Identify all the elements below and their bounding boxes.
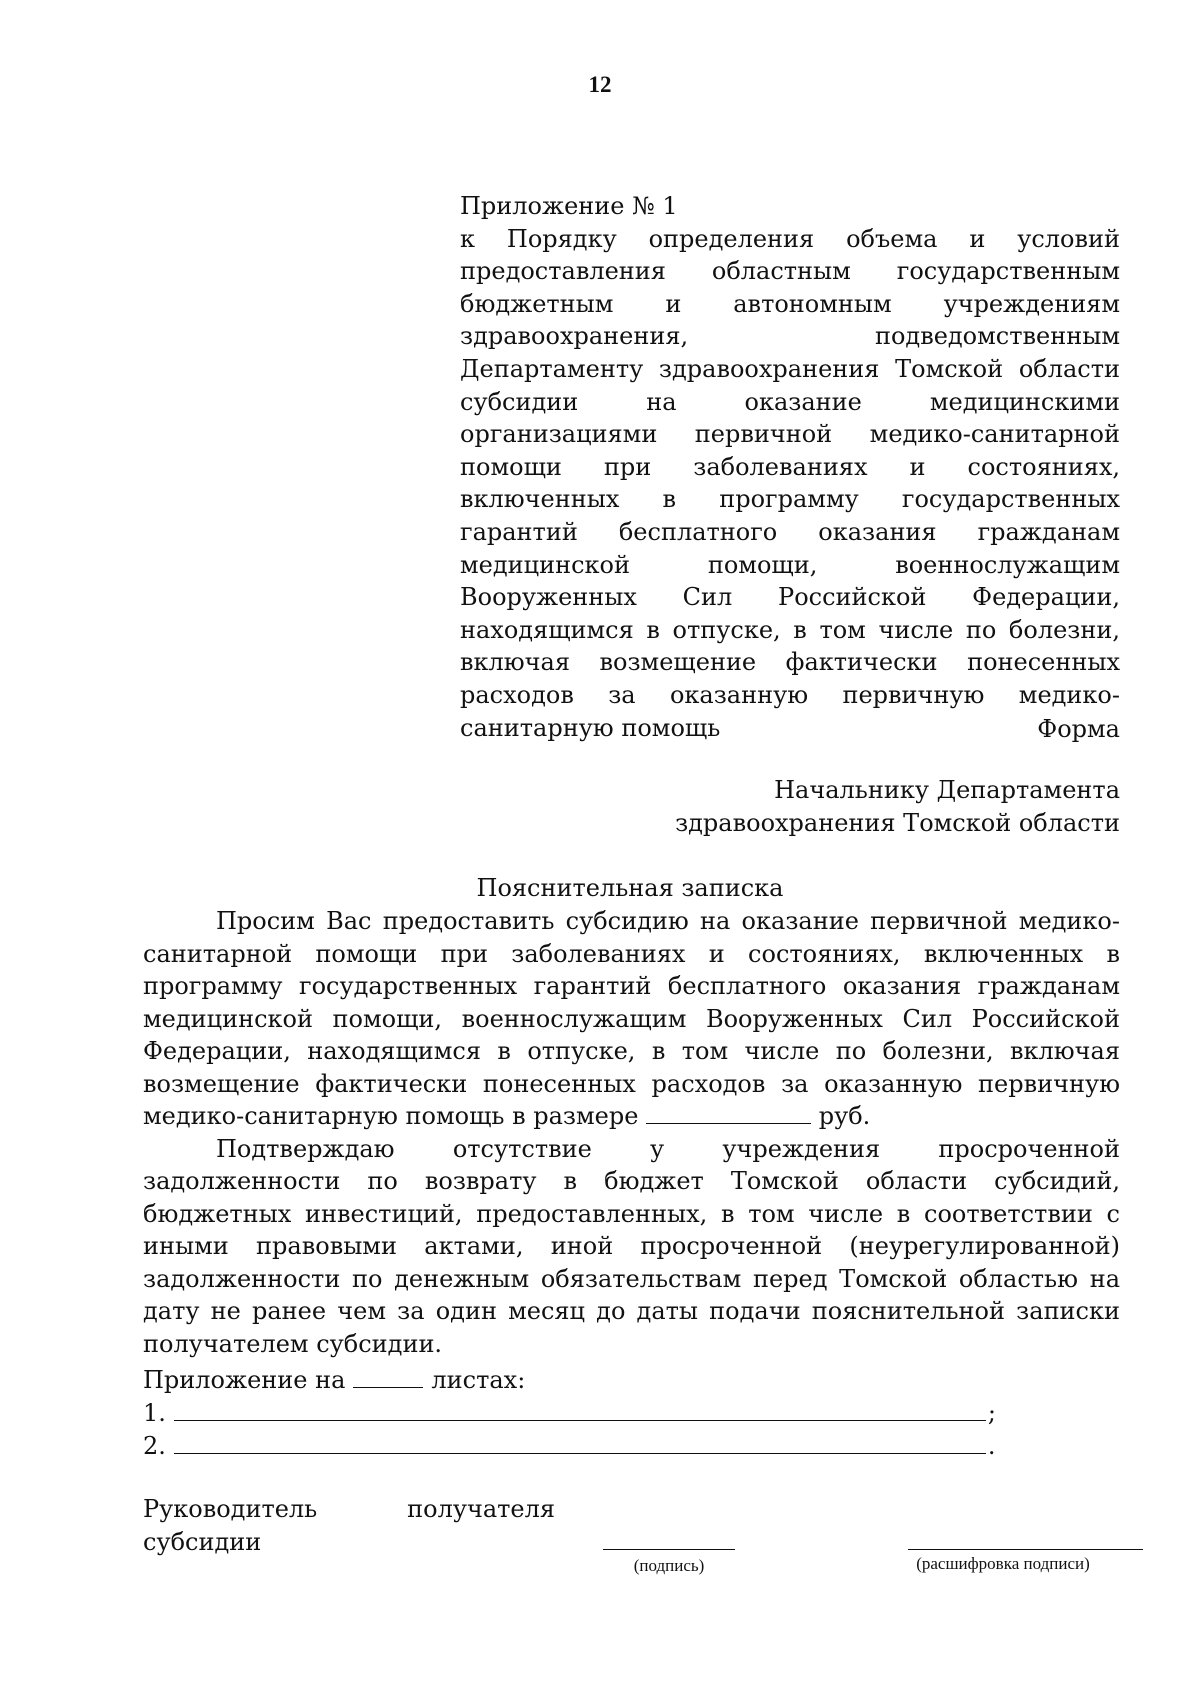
attachment-item-2-number: 2. (143, 1432, 166, 1460)
attachment-item-1 (143, 1397, 1043, 1430)
attachment-item-1-end: ; (987, 1399, 996, 1427)
addressee-line-2: здравоохранения Томской области (675, 809, 1120, 837)
paragraph-request (143, 905, 1120, 1133)
attachments-header (143, 1364, 1043, 1397)
name-decode-line[interactable] (908, 1548, 1143, 1550)
note-body (143, 905, 1120, 1360)
signature-line[interactable] (603, 1548, 735, 1550)
note-title: Пояснительная записка (476, 874, 784, 902)
role-word-1: Руководитель (143, 1495, 318, 1523)
annex-text: к Порядку определения объема и условий предоставления областным государственным бюджетным и автономным учреждениям здравоохранения, подведомственным Департаменту здравоохранения Томской области субсидии на оказание медицинскими организациями первичной медико-санитарной помощи при заболеваниях и состояниях, включенных в программу государственных гарантий бесплатного оказания гражданам медицинской помощи, военнослужащим Вооруженных Сил Российской Федерации, находящимся в отпуске, в том числе по болезни, включая возмещение фактически понесенных расходов за оказанную первичную медико-санитарную помощь (460, 224, 1120, 742)
sheets-count-blank[interactable] (353, 1386, 423, 1388)
attachment-item-1-blank[interactable] (174, 1419, 986, 1421)
signatory-role-line-1 (143, 1493, 555, 1526)
page-number: 12 (588, 72, 612, 97)
attachments (143, 1364, 1043, 1463)
paragraph-confirmation: Подтверждаю отсутствие у учреждения просроченной задолженности по возврату в бюджет Томской области субсидий, бюджетных инвестиций, предоставленных, в том числе в соответствии с иными правовыми актами, иной просроченной (неурегулированной) задолженности по денежным обязательствам перед Томской областью на дату не ранее чем за один месяц до даты подачи пояснительной записки получателем субсидии. (143, 1134, 1120, 1358)
signature-caption: (подпись) (633, 1556, 705, 1575)
currency-label: руб. (818, 1102, 871, 1130)
attachment-item-2-end: . (987, 1432, 996, 1460)
role-word-2: получателя (407, 1495, 555, 1523)
addressee (675, 774, 1120, 840)
amount-blank[interactable] (646, 1122, 811, 1124)
annex-title: Приложение № 1 (460, 192, 678, 220)
name-decode-caption: (расшифровка подписи) (916, 1554, 1090, 1573)
attachments-suffix: листах: (431, 1366, 526, 1394)
signatory-role (143, 1493, 583, 1559)
attachment-item-2-blank[interactable] (174, 1452, 986, 1454)
paragraph-request-text: Просим Вас предоставить субсидию на оказание первичной медико-санитарной помощи при заболеваниях и состояниях, включенных в программу государственных гарантий бесплатного оказания гражданам медицинской помощи, военнослужащим Вооруженных Сил Российской Федерации, находящимся в отпуске, в том числе по болезни, включая возмещение фактически понесенных расходов за оказанную первичную медико-санитарную помощь в размере (143, 907, 1120, 1130)
addressee-line-1: Начальнику Департамента (774, 776, 1120, 804)
attachment-item-1-number: 1. (143, 1399, 166, 1427)
role-word-3: субсидии (143, 1528, 262, 1556)
attachment-item-2 (143, 1430, 1043, 1463)
annex-header (460, 190, 1120, 744)
form-label: Форма (1037, 715, 1120, 743)
attachments-prefix: Приложение на (143, 1366, 346, 1394)
